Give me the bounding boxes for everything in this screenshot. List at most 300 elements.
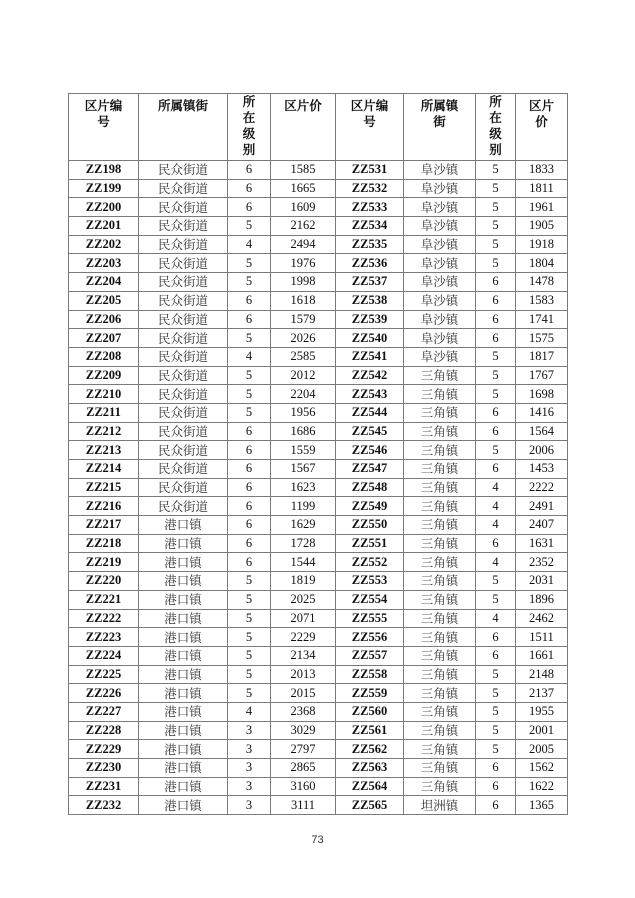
cell-town-right: 三角镇 <box>404 403 476 422</box>
cell-town-right: 三角镇 <box>404 609 476 628</box>
cell-level-right: 6 <box>476 628 516 647</box>
cell-price-left: 2585 <box>271 347 336 366</box>
cell-town-left: 港口镇 <box>139 553 228 572</box>
cell-zone-code-left: ZZ201 <box>69 217 139 236</box>
cell-level-left: 5 <box>228 403 271 422</box>
cell-town-right: 三角镇 <box>404 628 476 647</box>
cell-town-right: 三角镇 <box>404 497 476 516</box>
header-zone-code-left: 区片编号 <box>69 94 139 161</box>
cell-price-right: 1905 <box>516 217 568 236</box>
cell-price-left: 2797 <box>271 740 336 759</box>
cell-zone-code-left: ZZ204 <box>69 273 139 292</box>
table-row <box>69 235 568 254</box>
cell-price-left: 1686 <box>271 422 336 441</box>
cell-town-left: 民众街道 <box>139 366 228 385</box>
cell-zone-code-right: ZZ562 <box>336 740 404 759</box>
cell-town-left: 港口镇 <box>139 684 228 703</box>
cell-price-left: 2229 <box>271 628 336 647</box>
cell-town-left: 民众街道 <box>139 179 228 198</box>
cell-price-right: 1767 <box>516 366 568 385</box>
cell-zone-code-left: ZZ219 <box>69 553 139 572</box>
cell-town-right: 三角镇 <box>404 759 476 778</box>
header-price-left: 区片价 <box>271 94 336 161</box>
cell-price-right: 2137 <box>516 684 568 703</box>
cell-level-left: 5 <box>228 385 271 404</box>
cell-level-right: 5 <box>476 590 516 609</box>
table-row <box>69 759 568 778</box>
cell-zone-code-left: ZZ199 <box>69 179 139 198</box>
header-level-right: 所在级别 <box>476 94 516 161</box>
cell-zone-code-right: ZZ556 <box>336 628 404 647</box>
cell-level-right: 5 <box>476 740 516 759</box>
cell-price-right: 2462 <box>516 609 568 628</box>
cell-town-right: 阜沙镇 <box>404 198 476 217</box>
cell-price-left: 1609 <box>271 198 336 217</box>
cell-zone-code-left: ZZ231 <box>69 777 139 796</box>
table-row <box>69 366 568 385</box>
table-row <box>69 273 568 292</box>
cell-zone-code-right: ZZ531 <box>336 161 404 180</box>
cell-level-right: 5 <box>476 235 516 254</box>
cell-zone-code-right: ZZ543 <box>336 385 404 404</box>
cell-price-right: 2031 <box>516 572 568 591</box>
cell-zone-code-left: ZZ203 <box>69 254 139 273</box>
cell-price-left: 2026 <box>271 329 336 348</box>
cell-price-right: 1622 <box>516 777 568 796</box>
cell-zone-code-left: ZZ215 <box>69 478 139 497</box>
cell-zone-code-right: ZZ546 <box>336 441 404 460</box>
cell-town-right: 三角镇 <box>404 422 476 441</box>
cell-price-left: 2204 <box>271 385 336 404</box>
cell-zone-code-right: ZZ564 <box>336 777 404 796</box>
cell-zone-code-right: ZZ551 <box>336 534 404 553</box>
cell-level-right: 4 <box>476 478 516 497</box>
cell-town-left: 港口镇 <box>139 516 228 535</box>
cell-town-right: 三角镇 <box>404 665 476 684</box>
cell-town-left: 民众街道 <box>139 254 228 273</box>
cell-level-right: 4 <box>476 497 516 516</box>
cell-town-left: 民众街道 <box>139 198 228 217</box>
cell-price-right: 2222 <box>516 478 568 497</box>
cell-town-right: 三角镇 <box>404 572 476 591</box>
cell-town-left: 民众街道 <box>139 347 228 366</box>
cell-zone-code-left: ZZ222 <box>69 609 139 628</box>
cell-price-left: 1819 <box>271 572 336 591</box>
cell-level-left: 3 <box>228 721 271 740</box>
cell-level-right: 6 <box>476 460 516 479</box>
cell-price-right: 2001 <box>516 721 568 740</box>
cell-town-left: 民众街道 <box>139 217 228 236</box>
cell-price-right: 1478 <box>516 273 568 292</box>
cell-zone-code-right: ZZ558 <box>336 665 404 684</box>
cell-price-right: 1583 <box>516 291 568 310</box>
cell-town-left: 港口镇 <box>139 740 228 759</box>
cell-price-right: 1896 <box>516 590 568 609</box>
cell-town-right: 三角镇 <box>404 777 476 796</box>
table-row <box>69 777 568 796</box>
cell-zone-code-left: ZZ198 <box>69 161 139 180</box>
cell-price-left: 2134 <box>271 646 336 665</box>
cell-level-left: 4 <box>228 702 271 721</box>
cell-zone-code-left: ZZ217 <box>69 516 139 535</box>
table-row <box>69 310 568 329</box>
cell-town-left: 港口镇 <box>139 796 228 815</box>
table-row <box>69 665 568 684</box>
cell-town-right: 阜沙镇 <box>404 291 476 310</box>
cell-town-left: 民众街道 <box>139 403 228 422</box>
cell-level-left: 5 <box>228 646 271 665</box>
table-row <box>69 254 568 273</box>
cell-level-left: 6 <box>228 179 271 198</box>
cell-town-right: 阜沙镇 <box>404 235 476 254</box>
table-row <box>69 796 568 815</box>
cell-town-left: 民众街道 <box>139 385 228 404</box>
cell-price-right: 1804 <box>516 254 568 273</box>
cell-level-left: 5 <box>228 665 271 684</box>
cell-price-left: 1976 <box>271 254 336 273</box>
cell-level-right: 5 <box>476 572 516 591</box>
cell-price-right: 2148 <box>516 665 568 684</box>
cell-level-left: 5 <box>228 590 271 609</box>
cell-level-right: 6 <box>476 777 516 796</box>
cell-zone-code-left: ZZ232 <box>69 796 139 815</box>
cell-price-right: 1416 <box>516 403 568 422</box>
cell-zone-code-right: ZZ565 <box>336 796 404 815</box>
table-row <box>69 198 568 217</box>
cell-price-right: 1955 <box>516 702 568 721</box>
cell-level-right: 6 <box>476 796 516 815</box>
cell-price-left: 2025 <box>271 590 336 609</box>
cell-town-right: 三角镇 <box>404 441 476 460</box>
cell-zone-code-right: ZZ553 <box>336 572 404 591</box>
cell-zone-code-right: ZZ533 <box>336 198 404 217</box>
header-zone-code-right: 区片编号 <box>336 94 404 161</box>
header-town-left: 所属镇街 <box>139 94 228 161</box>
cell-price-right: 1698 <box>516 385 568 404</box>
cell-level-right: 5 <box>476 217 516 236</box>
cell-price-left: 2494 <box>271 235 336 254</box>
cell-zone-code-left: ZZ214 <box>69 460 139 479</box>
cell-level-right: 5 <box>476 347 516 366</box>
cell-town-left: 港口镇 <box>139 759 228 778</box>
cell-zone-code-right: ZZ555 <box>336 609 404 628</box>
cell-price-right: 1365 <box>516 796 568 815</box>
cell-level-right: 5 <box>476 198 516 217</box>
cell-level-right: 4 <box>476 553 516 572</box>
cell-zone-code-left: ZZ218 <box>69 534 139 553</box>
table-row <box>69 403 568 422</box>
cell-price-left: 2013 <box>271 665 336 684</box>
cell-town-right: 阜沙镇 <box>404 329 476 348</box>
header-level-left: 所在级别 <box>228 94 271 161</box>
cell-price-right: 1741 <box>516 310 568 329</box>
header-price-right: 区片价 <box>516 94 568 161</box>
cell-zone-code-right: ZZ544 <box>336 403 404 422</box>
cell-zone-code-right: ZZ536 <box>336 254 404 273</box>
cell-town-left: 民众街道 <box>139 441 228 460</box>
cell-zone-code-left: ZZ229 <box>69 740 139 759</box>
cell-zone-code-right: ZZ552 <box>336 553 404 572</box>
cell-level-left: 6 <box>228 198 271 217</box>
cell-town-right: 三角镇 <box>404 478 476 497</box>
cell-zone-code-right: ZZ561 <box>336 721 404 740</box>
cell-level-left: 6 <box>228 422 271 441</box>
cell-town-right: 阜沙镇 <box>404 179 476 198</box>
cell-zone-code-left: ZZ228 <box>69 721 139 740</box>
table-row <box>69 161 568 180</box>
cell-town-left: 港口镇 <box>139 628 228 647</box>
cell-zone-code-left: ZZ227 <box>69 702 139 721</box>
cell-price-right: 1661 <box>516 646 568 665</box>
cell-zone-code-left: ZZ216 <box>69 497 139 516</box>
cell-town-left: 港口镇 <box>139 646 228 665</box>
cell-town-right: 三角镇 <box>404 646 476 665</box>
cell-zone-code-right: ZZ548 <box>336 478 404 497</box>
cell-level-right: 5 <box>476 161 516 180</box>
cell-town-left: 港口镇 <box>139 609 228 628</box>
cell-level-right: 6 <box>476 273 516 292</box>
cell-level-left: 5 <box>228 628 271 647</box>
table-row <box>69 684 568 703</box>
cell-level-left: 3 <box>228 740 271 759</box>
cell-town-left: 民众街道 <box>139 291 228 310</box>
cell-level-right: 5 <box>476 179 516 198</box>
cell-price-left: 2015 <box>271 684 336 703</box>
table-row <box>69 646 568 665</box>
cell-level-left: 3 <box>228 777 271 796</box>
cell-price-left: 1618 <box>271 291 336 310</box>
cell-level-left: 5 <box>228 366 271 385</box>
cell-level-left: 6 <box>228 310 271 329</box>
cell-zone-code-right: ZZ563 <box>336 759 404 778</box>
cell-level-left: 6 <box>228 553 271 572</box>
table-row <box>69 702 568 721</box>
cell-town-left: 民众街道 <box>139 422 228 441</box>
cell-price-right: 1833 <box>516 161 568 180</box>
cell-level-right: 6 <box>476 403 516 422</box>
cell-zone-code-right: ZZ538 <box>336 291 404 310</box>
table-row <box>69 179 568 198</box>
cell-town-left: 民众街道 <box>139 329 228 348</box>
table-header-row <box>69 94 568 161</box>
cell-price-left: 3111 <box>271 796 336 815</box>
cell-town-left: 港口镇 <box>139 572 228 591</box>
cell-price-left: 1623 <box>271 478 336 497</box>
cell-price-left: 1956 <box>271 403 336 422</box>
cell-town-right: 阜沙镇 <box>404 310 476 329</box>
cell-level-right: 6 <box>476 422 516 441</box>
cell-price-left: 2162 <box>271 217 336 236</box>
cell-price-right: 1961 <box>516 198 568 217</box>
cell-zone-code-left: ZZ205 <box>69 291 139 310</box>
cell-zone-code-right: ZZ545 <box>336 422 404 441</box>
table-row <box>69 422 568 441</box>
cell-price-left: 1998 <box>271 273 336 292</box>
cell-level-left: 5 <box>228 684 271 703</box>
cell-town-right: 坦洲镇 <box>404 796 476 815</box>
cell-town-right: 三角镇 <box>404 702 476 721</box>
cell-level-right: 5 <box>476 684 516 703</box>
cell-zone-code-left: ZZ230 <box>69 759 139 778</box>
cell-town-right: 三角镇 <box>404 460 476 479</box>
cell-level-left: 6 <box>228 534 271 553</box>
cell-town-left: 港口镇 <box>139 721 228 740</box>
cell-zone-code-right: ZZ534 <box>336 217 404 236</box>
cell-level-right: 5 <box>476 366 516 385</box>
cell-level-left: 5 <box>228 273 271 292</box>
cell-price-left: 1629 <box>271 516 336 535</box>
cell-zone-code-right: ZZ532 <box>336 179 404 198</box>
cell-zone-code-right: ZZ557 <box>336 646 404 665</box>
cell-price-left: 2368 <box>271 702 336 721</box>
cell-level-left: 5 <box>228 572 271 591</box>
cell-town-right: 三角镇 <box>404 684 476 703</box>
cell-town-right: 阜沙镇 <box>404 254 476 273</box>
table-row <box>69 385 568 404</box>
cell-price-left: 2012 <box>271 366 336 385</box>
table-row <box>69 590 568 609</box>
cell-price-right: 1631 <box>516 534 568 553</box>
cell-town-right: 阜沙镇 <box>404 273 476 292</box>
cell-town-left: 民众街道 <box>139 161 228 180</box>
cell-zone-code-right: ZZ535 <box>336 235 404 254</box>
cell-town-left: 港口镇 <box>139 702 228 721</box>
cell-town-right: 三角镇 <box>404 740 476 759</box>
cell-price-right: 2006 <box>516 441 568 460</box>
cell-town-left: 民众街道 <box>139 497 228 516</box>
cell-price-right: 1453 <box>516 460 568 479</box>
table-row <box>69 609 568 628</box>
cell-price-left: 1559 <box>271 441 336 460</box>
page-number: 73 <box>311 834 324 846</box>
cell-price-left: 3029 <box>271 721 336 740</box>
cell-zone-code-left: ZZ220 <box>69 572 139 591</box>
table-row <box>69 534 568 553</box>
cell-zone-code-left: ZZ225 <box>69 665 139 684</box>
cell-zone-code-left: ZZ226 <box>69 684 139 703</box>
cell-price-left: 1665 <box>271 179 336 198</box>
cell-level-left: 3 <box>228 796 271 815</box>
cell-town-right: 三角镇 <box>404 534 476 553</box>
cell-town-right: 三角镇 <box>404 590 476 609</box>
table-row <box>69 217 568 236</box>
cell-zone-code-right: ZZ537 <box>336 273 404 292</box>
cell-town-left: 港口镇 <box>139 665 228 684</box>
cell-price-right: 2407 <box>516 516 568 535</box>
cell-level-left: 3 <box>228 759 271 778</box>
cell-level-right: 6 <box>476 291 516 310</box>
table-row <box>69 460 568 479</box>
cell-zone-code-left: ZZ207 <box>69 329 139 348</box>
cell-level-left: 5 <box>228 609 271 628</box>
cell-level-right: 5 <box>476 665 516 684</box>
cell-level-left: 4 <box>228 347 271 366</box>
cell-zone-code-right: ZZ550 <box>336 516 404 535</box>
cell-zone-code-right: ZZ549 <box>336 497 404 516</box>
cell-zone-code-left: ZZ212 <box>69 422 139 441</box>
cell-zone-code-left: ZZ211 <box>69 403 139 422</box>
cell-level-left: 6 <box>228 441 271 460</box>
cell-level-right: 6 <box>476 759 516 778</box>
cell-town-right: 三角镇 <box>404 366 476 385</box>
cell-level-right: 6 <box>476 310 516 329</box>
cell-town-right: 阜沙镇 <box>404 161 476 180</box>
cell-level-left: 6 <box>228 291 271 310</box>
cell-level-right: 4 <box>476 609 516 628</box>
table-row <box>69 721 568 740</box>
cell-zone-code-left: ZZ200 <box>69 198 139 217</box>
table-row <box>69 347 568 366</box>
cell-price-right: 1564 <box>516 422 568 441</box>
cell-zone-code-left: ZZ202 <box>69 235 139 254</box>
cell-level-left: 6 <box>228 516 271 535</box>
table-row <box>69 441 568 460</box>
table-row <box>69 553 568 572</box>
cell-level-left: 5 <box>228 329 271 348</box>
cell-price-right: 1575 <box>516 329 568 348</box>
cell-zone-code-right: ZZ540 <box>336 329 404 348</box>
cell-town-left: 民众街道 <box>139 478 228 497</box>
cell-price-right: 2352 <box>516 553 568 572</box>
cell-price-left: 1199 <box>271 497 336 516</box>
cell-price-right: 1817 <box>516 347 568 366</box>
table-row <box>69 572 568 591</box>
cell-price-right: 1511 <box>516 628 568 647</box>
cell-level-left: 6 <box>228 497 271 516</box>
cell-price-left: 1585 <box>271 161 336 180</box>
cell-price-right: 1562 <box>516 759 568 778</box>
cell-town-left: 民众街道 <box>139 310 228 329</box>
cell-level-right: 4 <box>476 516 516 535</box>
cell-zone-code-left: ZZ213 <box>69 441 139 460</box>
cell-price-left: 3160 <box>271 777 336 796</box>
cell-town-left: 民众街道 <box>139 235 228 254</box>
cell-level-left: 6 <box>228 460 271 479</box>
cell-town-left: 民众街道 <box>139 273 228 292</box>
cell-zone-code-right: ZZ541 <box>336 347 404 366</box>
cell-level-left: 6 <box>228 161 271 180</box>
table-row <box>69 516 568 535</box>
cell-zone-code-left: ZZ208 <box>69 347 139 366</box>
header-town-right: 所属镇街 <box>404 94 476 161</box>
cell-zone-code-left: ZZ223 <box>69 628 139 647</box>
cell-zone-code-right: ZZ559 <box>336 684 404 703</box>
table-row <box>69 497 568 516</box>
cell-price-left: 1579 <box>271 310 336 329</box>
cell-price-left: 2865 <box>271 759 336 778</box>
cell-level-right: 6 <box>476 329 516 348</box>
cell-price-left: 1544 <box>271 553 336 572</box>
cell-level-left: 4 <box>228 235 271 254</box>
cell-zone-code-right: ZZ542 <box>336 366 404 385</box>
cell-level-right: 5 <box>476 702 516 721</box>
cell-zone-code-left: ZZ209 <box>69 366 139 385</box>
cell-zone-code-left: ZZ224 <box>69 646 139 665</box>
cell-town-right: 阜沙镇 <box>404 347 476 366</box>
cell-zone-code-left: ZZ206 <box>69 310 139 329</box>
cell-price-right: 1811 <box>516 179 568 198</box>
cell-price-right: 1918 <box>516 235 568 254</box>
cell-town-right: 阜沙镇 <box>404 217 476 236</box>
cell-town-right: 三角镇 <box>404 721 476 740</box>
cell-town-left: 港口镇 <box>139 590 228 609</box>
cell-price-left: 1728 <box>271 534 336 553</box>
cell-zone-code-right: ZZ539 <box>336 310 404 329</box>
cell-level-right: 5 <box>476 254 516 273</box>
cell-town-right: 三角镇 <box>404 516 476 535</box>
cell-level-right: 6 <box>476 534 516 553</box>
cell-zone-code-right: ZZ547 <box>336 460 404 479</box>
